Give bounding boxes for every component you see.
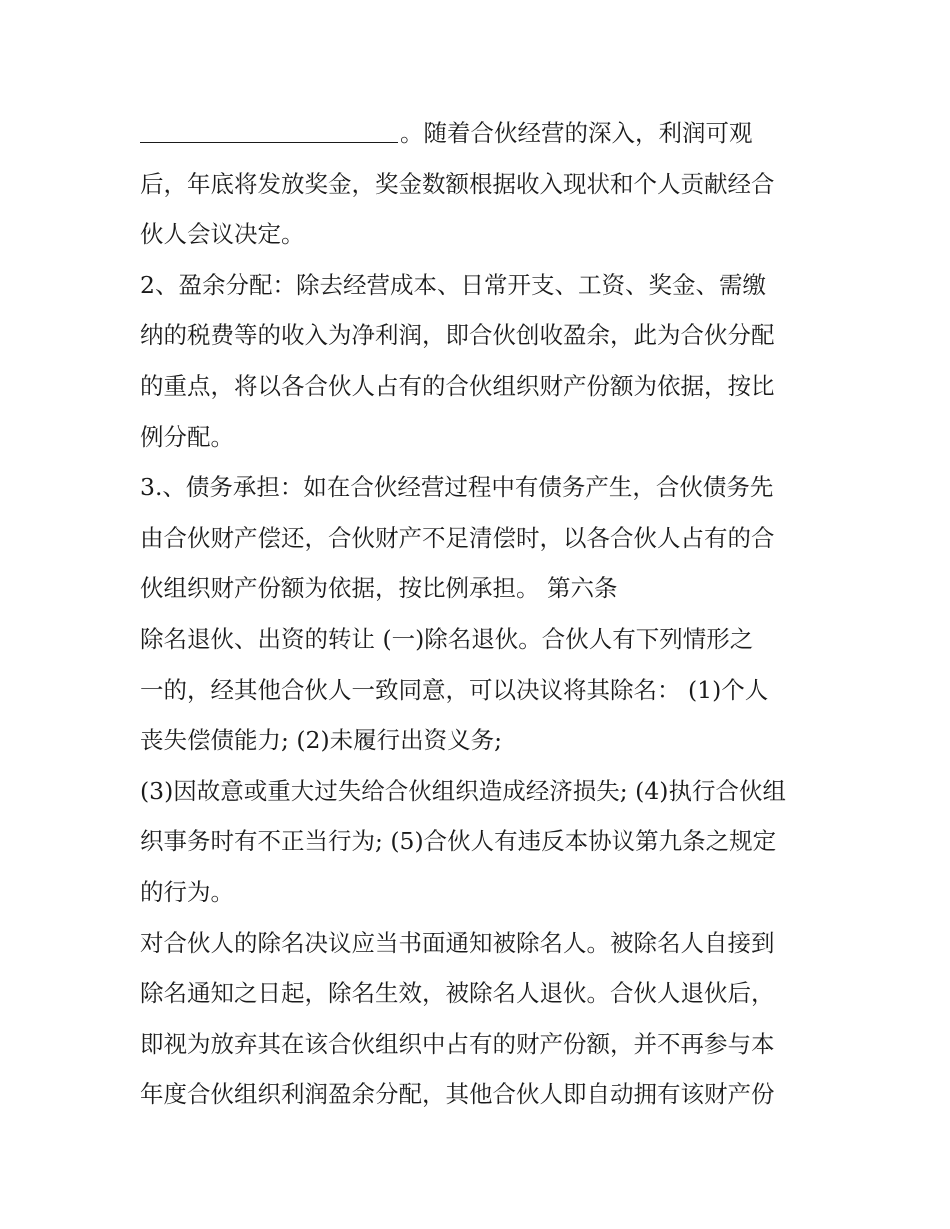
text-line: 伙组织财产份额为依据，按比例承担。 第六条 (140, 574, 618, 603)
text-line-content: 。随着合伙经营的深入，利润可观 (400, 119, 753, 147)
text-line: 纳的税费等的收入为净利润，即合伙创收盈余，此为合伙分配 (140, 321, 775, 350)
text-line: 丧失偿债能力; (2)未履行出资义务; (140, 726, 503, 755)
text-line: 的重点，将以各合伙人占有的合伙组织财产份额为依据，按比 (140, 371, 775, 400)
text-line: 除名通知之日起，除名生效，被除名人退伙。合伙人退伙后， (140, 979, 775, 1008)
text-line: 年度合伙组织利润盈余分配，其他合伙人即自动拥有该财产份 (140, 1080, 775, 1109)
text-line: 对合伙人的除名决议应当书面通知被除名人。被除名人自接到 (140, 928, 775, 957)
text-line: 织事务时有不正当行为; (5)合伙人有违反本协议第九条之规定 (140, 827, 777, 856)
text-line: 例分配。 (140, 422, 234, 451)
text-line: 即视为放弃其在该合伙组织中占有的财产份额，并不再参与本 (140, 1029, 775, 1058)
text-line (140, 108, 830, 159)
text-line: 除名退伙、出资的转让 (一)除名退伙。合伙人有下列情形之 (140, 624, 754, 653)
text-line: 后，年底将发放奖金，奖金数额根据收入现状和个人贡献经合 (140, 169, 775, 198)
text-line: 一的，经其他合伙人一致同意，可以决议将其除名： (1)个人 (140, 675, 769, 704)
text-line: (3)因故意或重大过失给合伙组织造成经济损失; (4)执行合伙组 (140, 776, 786, 805)
text-line: 的行为。 (140, 877, 234, 906)
document-body (140, 108, 830, 1120)
text-line: 伙人会议决定。 (140, 220, 305, 249)
text-line: 2、盈余分配：除去经营成本、日常开支、工资、奖金、需缴 (140, 270, 766, 299)
text-line: 3.、债务承担：如在合伙经营过程中有债务产生，合伙债务先 (140, 473, 774, 502)
text-line: 由合伙财产偿还，合伙财产不足清偿时，以各合伙人占有的合 (140, 523, 775, 552)
fill-in-blank (140, 116, 398, 143)
